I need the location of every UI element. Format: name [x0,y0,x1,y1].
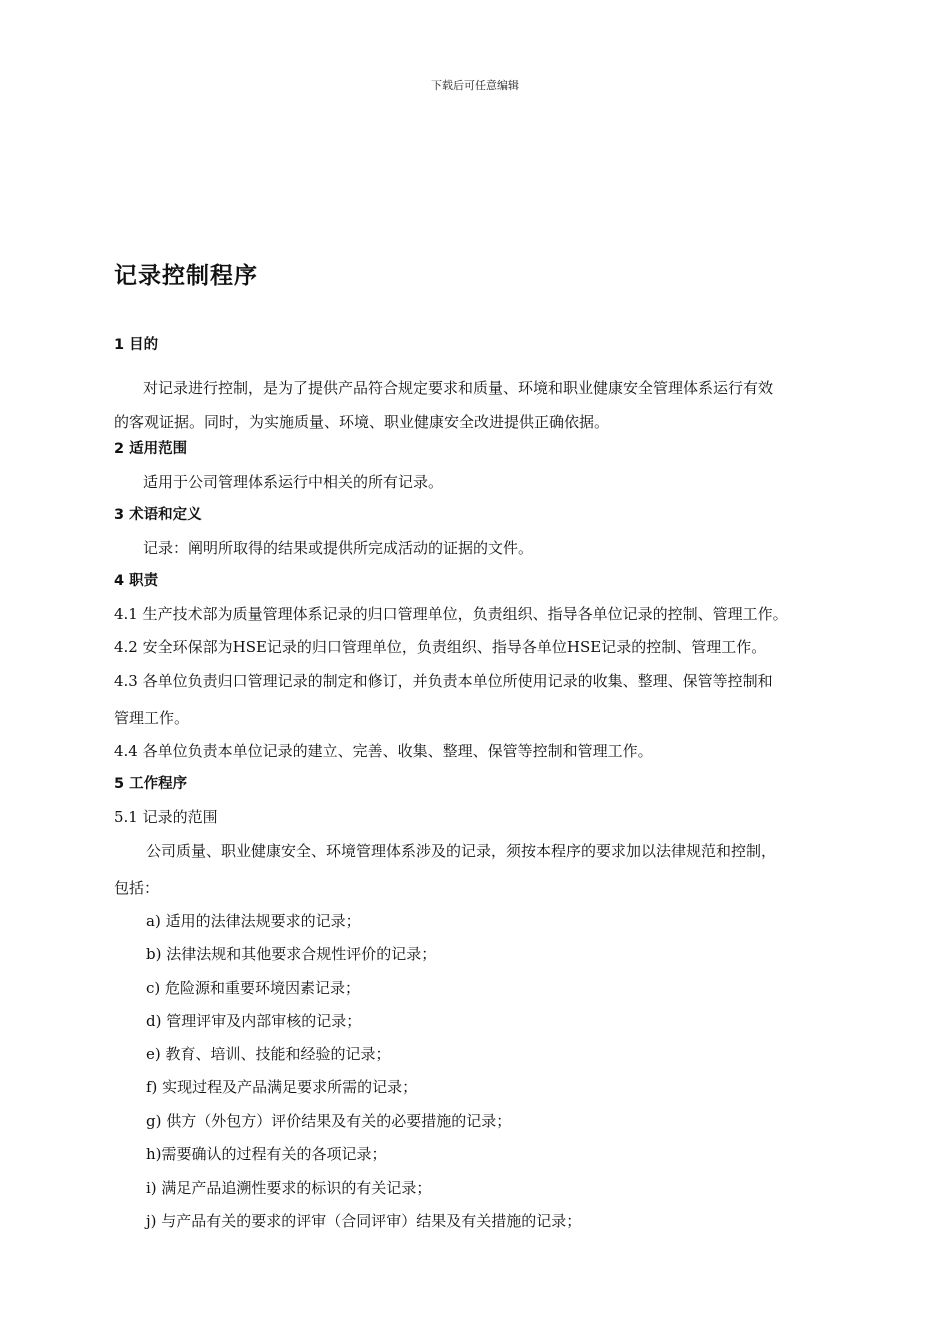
section-1-paragraph-line-1: 对记录进行控制，是为了提供产品符合规定要求和质量、环境和职业健康安全管理体系运行有效 [143,379,774,397]
list-item: a) 适用的法律法规要求的记录； [146,912,361,930]
section-1-paragraph-line-2: 的客观证据。同时，为实施质量、环境、职业健康安全改进提供正确依据。 [114,413,610,431]
section-3-heading: 3 术语和定义 [114,507,202,523]
section-3-paragraph: 记录：阐明所取得的结果或提供所完成活动的证据的文件。 [143,539,534,557]
section-4-item-3-line-1: 4.3 各单位负责归口管理记录的制定和修订，并负责本单位所使用记录的收集、整理、保管等控制和 [114,672,773,690]
list-item: d) 管理评审及内部审核的记录； [146,1012,362,1030]
list-item: b) 法律法规和其他要求合规性评价的记录； [146,945,437,963]
list-item: e) 教育、培训、技能和经验的记录； [146,1045,391,1063]
section-4-item-2: 4.2 安全环保部为HSE记录的归口管理单位，负责组织、指导各单位HSE记录的控制、管理工作。 [114,638,767,656]
list-item: h)需要确认的过程有关的各项记录； [146,1145,387,1163]
list-item: g) 供方（外包方）评价结果及有关的必要措施的记录； [146,1112,512,1130]
page-header: 下载后可任意编辑 [431,79,519,92]
section-4-heading: 4 职责 [114,573,159,589]
section-2-heading: 2 适用范围 [114,441,188,457]
list-item: i) 满足产品追溯性要求的标识的有关记录； [146,1179,432,1197]
document-title: 记录控制程序 [114,263,258,289]
section-4-item-1: 4.1 生产技术部为质量管理体系记录的归口管理单位，负责组织、指导各单位记录的控制、管理工作。 [114,605,788,623]
section-5-heading: 5 工作程序 [114,776,188,792]
list-item: f) 实现过程及产品满足要求所需的记录； [146,1078,418,1096]
section-5-1-paragraph-line-1: 公司质量、职业健康安全、环境管理体系涉及的记录，须按本程序的要求加以法律规范和控制， [146,842,777,860]
section-4-item-3-line-2: 管理工作。 [114,709,190,727]
section-2-paragraph: 适用于公司管理体系运行中相关的所有记录。 [143,473,444,491]
list-item: c) 危险源和重要环境因素记录； [146,979,361,997]
section-5-1-paragraph-line-2: 包括： [114,879,160,897]
list-item: j) 与产品有关的要求的评审（合同评审）结果及有关措施的记录； [146,1212,582,1230]
section-4-item-4: 4.4 各单位负责本单位记录的建立、完善、收集、整理、保管等控制和管理工作。 [114,742,653,760]
section-1-heading: 1 目的 [114,337,159,353]
section-5-1-heading: 5.1 记录的范围 [114,808,218,826]
